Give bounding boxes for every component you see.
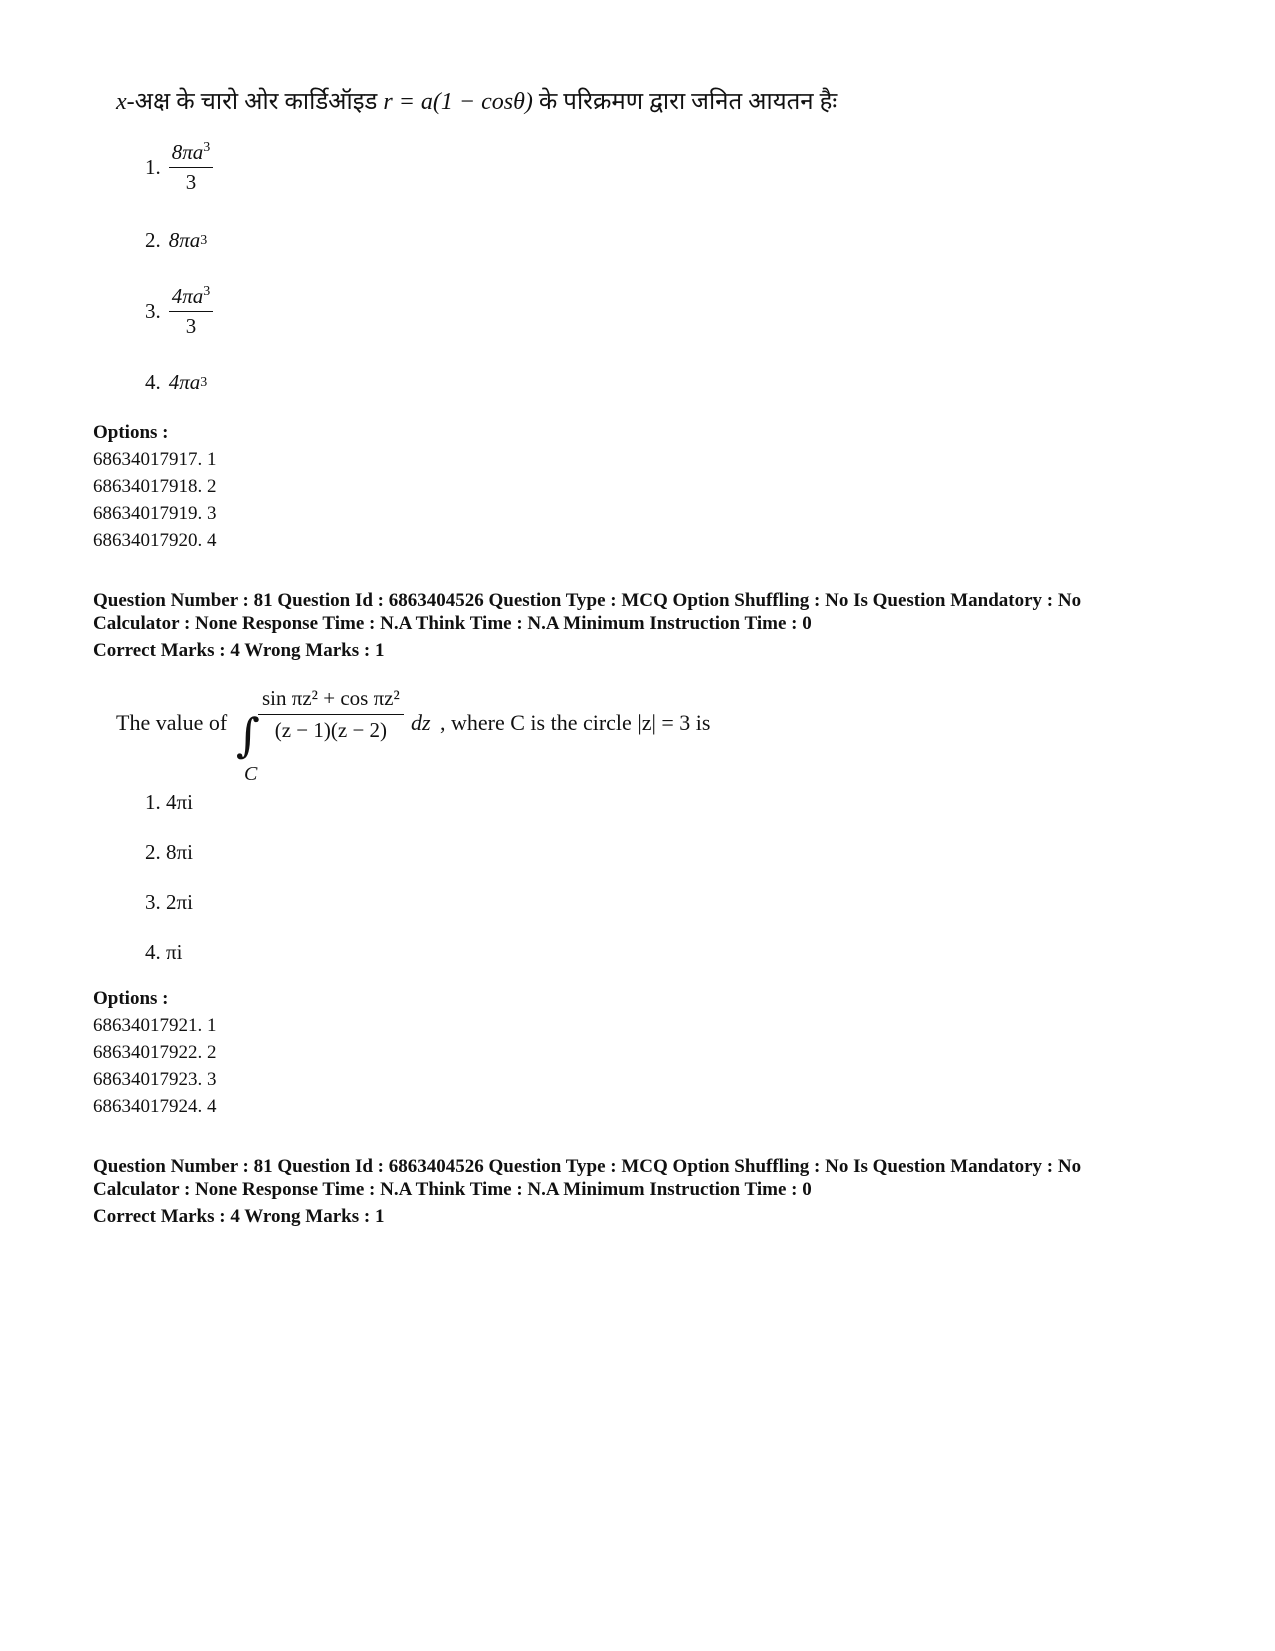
q2-choice-2: 2. 8πi: [145, 840, 193, 864]
exponent: 3: [203, 284, 211, 299]
q1-option-3: 68634017919. 3: [93, 503, 217, 524]
exponent: 3: [200, 232, 208, 248]
q1-choice-1: [145, 140, 213, 195]
denominator: 3: [185, 170, 197, 194]
q1-hindi-part1: -अक्ष के चारो ओर कार्डिऑइड: [126, 89, 384, 115]
numerator: 8πa: [171, 140, 204, 164]
meta2-line1: Question Number : 81 Question Id : 6863404526 Question Type : MCQ Option Shuffling : No Is Question Mandatory : No: [93, 1156, 1082, 1177]
q2-option-2: 68634017922. 2: [93, 1042, 217, 1063]
denominator: 3: [185, 314, 197, 338]
q2-option-1: 68634017921. 1: [93, 1015, 217, 1036]
q2-contour: C: [244, 763, 258, 785]
q1-choice-3: [145, 284, 213, 339]
q2-options-label: Options :: [93, 988, 169, 1009]
choice-number: 3.: [145, 299, 161, 323]
choice-number: 2.: [145, 228, 161, 252]
q2-denominator: (z − 1)(z − 2): [274, 718, 388, 742]
meta2-line2: Calculator : None Response Time : N.A Think Time : N.A Minimum Instruction Time : 0: [93, 1179, 812, 1200]
q1-hindi-part2: के परिक्रमण द्वारा जनित आयतन हैः: [532, 89, 838, 115]
exponent: 3: [200, 374, 208, 390]
q2-numerator: sin πz² + cos πz²: [258, 686, 404, 715]
choice-number: 1.: [145, 155, 161, 179]
meta2-line3: Correct Marks : 4 Wrong Marks : 1: [93, 1206, 385, 1227]
q2-suffix: , where C is the circle |z| = 3 is: [440, 710, 711, 735]
meta1-line1: Question Number : 81 Question Id : 6863404526 Question Type : MCQ Option Shuffling : No Is Question Mandatory : No: [93, 590, 1082, 611]
q2-choice-4: 4. πi: [145, 940, 183, 964]
fraction: [169, 140, 214, 195]
q1-option-1: 68634017917. 1: [93, 449, 217, 470]
choice-number: 4.: [145, 370, 161, 394]
fraction: [169, 284, 214, 339]
q1-options-label: Options :: [93, 422, 169, 443]
q2-dz: dz: [411, 710, 431, 735]
q2-choice-3: 3. 2πi: [145, 890, 193, 914]
meta1-line3: Correct Marks : 4 Wrong Marks : 1: [93, 640, 385, 661]
choice-text: 4πa: [168, 370, 201, 394]
choice-text: 8πa: [168, 228, 201, 252]
exponent: 3: [203, 140, 211, 155]
numerator: 4πa: [171, 284, 204, 308]
meta1-line2: Calculator : None Response Time : N.A Think Time : N.A Minimum Instruction Time : 0: [93, 613, 812, 634]
question-1-text: [116, 84, 837, 117]
q2-option-4: 68634017924. 4: [93, 1096, 217, 1117]
q1-var-x: x: [116, 89, 127, 115]
q1-option-2: 68634017918. 2: [93, 476, 217, 497]
q1-choice-4: [145, 370, 207, 395]
q1-choice-2: [145, 228, 207, 253]
q2-prefix: The value of: [116, 710, 228, 735]
q2-choice-1: 1. 4πi: [145, 790, 193, 814]
q2-integrand-fraction: [258, 686, 404, 743]
q1-option-4: 68634017920. 4: [93, 530, 217, 551]
integral-icon: ∫: [236, 708, 260, 762]
q1-formula: r = a(1 − cosθ): [383, 89, 533, 115]
q2-option-3: 68634017923. 3: [93, 1069, 217, 1090]
